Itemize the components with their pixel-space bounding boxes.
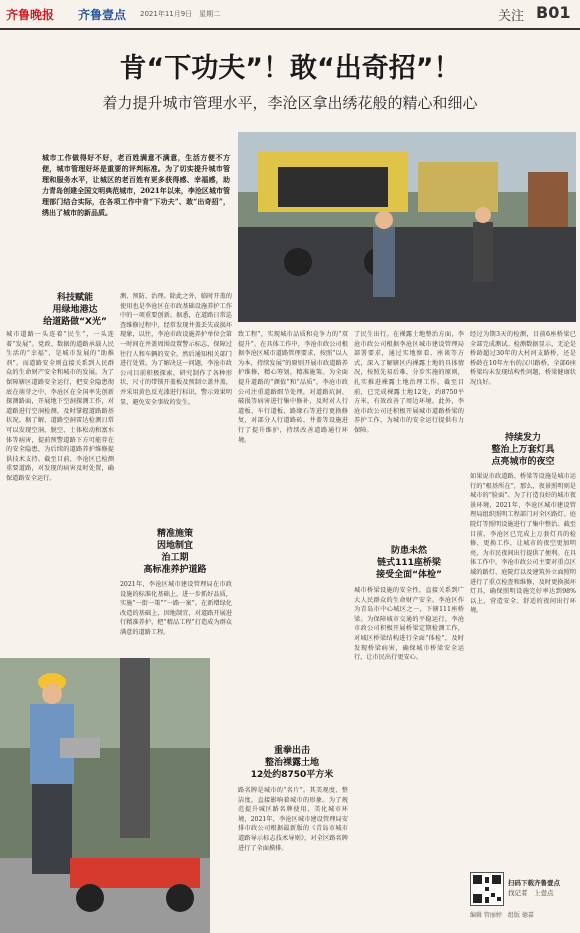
subhead-bare-land: 重拳出击 整治裸露土地 12处约8750平方米: [250, 746, 334, 780]
section-name: 关注: [498, 9, 525, 24]
article-column-4a: 了民生出行。在裸露土地整治方面，李沧市政公司根据李沧区城市建设管理局部署要求，通过实地察看、座谈等方式，深入了解辖区内裸露土地的具体情况，按照先易后难、分步实施的原则，扎实推进裸露土地治理工作，截至目前，已完成裸露土地12处，约8750平方米，有效改善了周边环境。此外，李沧市政公司还积极开展城市道路桥梁的养护工作，为城市的安全运行提供有力保障。: [354, 331, 464, 434]
lede-paragraph: 城市工作做得好不好，老百姓满意不满意，生活方便不方便，城市管理好坏是重要的评判标准。为了切实提升城市管理和服务水平，让城区的老百姓有更多获得感、幸福感，助力青岛创建全国文明典范城市，2021年以来，李沧区城市管理部门结合实际，在各项工作中肯“下功夫”、敢“出奇招”，绣出了城市的新品质。: [42, 153, 230, 217]
radar-worker-illustration: [0, 658, 210, 933]
subhead-lighting: 持续发力 整治上万套灯具 点亮城市的夜空: [491, 433, 555, 467]
issue-date: 2021年11月9日 星期二: [140, 10, 221, 18]
article-column-3a: 致工程”，实现城市品质和竞争力的“双提升”。在具体工作中，李沧市政公司根据李沧区城市道路管理要求，按照“以人为本，持续发展”的原则开展市政道路养护维修，精心筹划，精准施策。为全面提升道路的“颜值”和“品质”，李沧市政公司注重道路细节处理，对道路坑洞、破损等病害进行集中修补，及时对人行道板、车行道板、路缘石等进行更换修复，对部分人行道路砖、井盖等设施进行了提升维护，持续改善道路通行环境。: [238, 331, 348, 444]
headline: 肯“下功夫”！敢“出奇招”！: [119, 53, 461, 84]
radar-worker-photo: [0, 658, 210, 933]
subheadline: 着力提升城市管理水平，李沧区拿出绣花般的精心和细心: [102, 94, 478, 112]
article-column-5a: 经过为期3天的检测，目前6座桥梁已全部完成测试。检测数据显示，无论是桥龄超过30年的大村河支路桥，还是桥龄在10年左右的汉川路桥，全部6座桥梁均未发现结构性问题，桥梁健康状况良好。: [470, 331, 576, 386]
subhead-tech: 科技赋能 用绿地港达 给道路做“X光”: [43, 293, 107, 327]
subhead-bridges: 防患未然 链式111座桥梁 接受全面“体检”: [376, 546, 442, 580]
editor-credits: 编辑 管丽婷 组版 德嘉: [470, 912, 534, 919]
road-paving-photo: [238, 132, 576, 322]
newspaper-logo: 齐鲁晚报: [6, 8, 55, 22]
subhead-precision: 精准施策 因地制宜 治工期 高标准养护道路: [143, 529, 207, 575]
qr-code: [470, 872, 504, 906]
qr-code-icon: [471, 873, 503, 905]
page-number: B01: [536, 3, 571, 22]
article-column-4b: 城市桥梁设施的安全性，直接关系到广大人民群众的生命财产安全。李沧区作为青岛市中心城区之一，下辖111座桥梁。为保障城市交通的平稳运行，李沧市政公司积极开展桥梁定期检测工作，对城区桥梁结构进行全面“体检”，及时发现桥梁病害，确保城市桥梁安全运行，让市民出行更安心。: [354, 587, 464, 662]
article-column-3b: 路名牌是城市的“名片”。其美观度、整洁度，直接影响着城市的形象。为了规范提升城区路名牌使用，美化城市环境，2021年，李沧区城市建设管理局安排市政公司根据最新版的《青岛市城市道路导示标志技术导则》，对全区路名牌进行了全面摸排。: [238, 787, 348, 852]
article-column-2a: 测、预防、治理。除此之外，临时开盖的使用也是李沧区在市政基础设施养护工作中的一项重要创新。据悉，在道路日常巡查维修过程中，经常发现井盖丢失或损坏现象，以往，李沧市政设施养护单位会第一时间在井盖周围设置警示标志，保障过往行人和车辆的安全，然后通知相关部门进行处置。为了解决这一问题，李沧市政公司目前积极探索，研究制作了各种形状、尺寸的带锁开盖板及预制立盖井盖，并采用黄色反光漆进行标识，警示效果明显，避免安全事故的发生。: [120, 293, 232, 406]
qr-caption-line2: 找记者 上壹点: [508, 889, 554, 897]
article-column-5b: 如果说市政道路、桥梁等设施是城市运行的“根基所在”，那么，夜景照明则是城市的“脸面”。为了打造良好的城市夜景环境，2021年，李沧区城市建设管理局组织照明工程部门对全区路灯、庭院灯等照明设施进行了集中整治。截至目前，李沧区已完成上万套灯具的检修、更换工作，让城市的夜空更加明亮，为市民夜间出行提供了便利。在具体工作中，李沧市政公司主要对重点区域的路灯、庭院灯以及建筑外立面照明进行了重点检查和维修，及时更换损坏灯具，确保照明设施完好率达到98%以上，营造安全、舒适的夜间出行环境。: [470, 473, 576, 615]
app-logo: 齐鲁壹点: [78, 8, 127, 22]
road-paving-illustration: [238, 132, 576, 322]
qr-caption: [508, 878, 560, 898]
article-column-1: 城市道路一头连着“民生”，一头连着“发展”。党政、数据的道路承载人民生活的“幸福”，是城市发展的“助推剂”。而道路安全则直接关系到人民群众的生命财产安全和城市的发展。为了保障辖区道路安全运行，把安全隐患彻底在萌芽之中，李沧区在全国率先创新探测路面，开展地下空洞探测工作，对道路进行空洞检测，及时掌握道路路基状况。据了解，道路空洞雷达检测日常可以发现空洞、脱空、土体松动和富水体等病害，提前预警道路下方可能存在的安全隐患，为后续的道路养护维修提供技术支持。截至目前，李沧区已检测重要道路，对发现的病害及时处置，确保道路安全运行。: [6, 331, 114, 482]
qr-caption-line1: 扫码下载齐鲁壹点: [508, 879, 560, 887]
article-column-2b: 2021年，李沧区城市建设管理局在市政设施的标准化基础上，进一步抓好品质，实施“一街一策”“一路一案”。在新增绿化改造的基础上，因地制宜，对道路开展进行精准养护，把“精品工程”打造成为群众满意的道路工程。: [120, 581, 232, 636]
